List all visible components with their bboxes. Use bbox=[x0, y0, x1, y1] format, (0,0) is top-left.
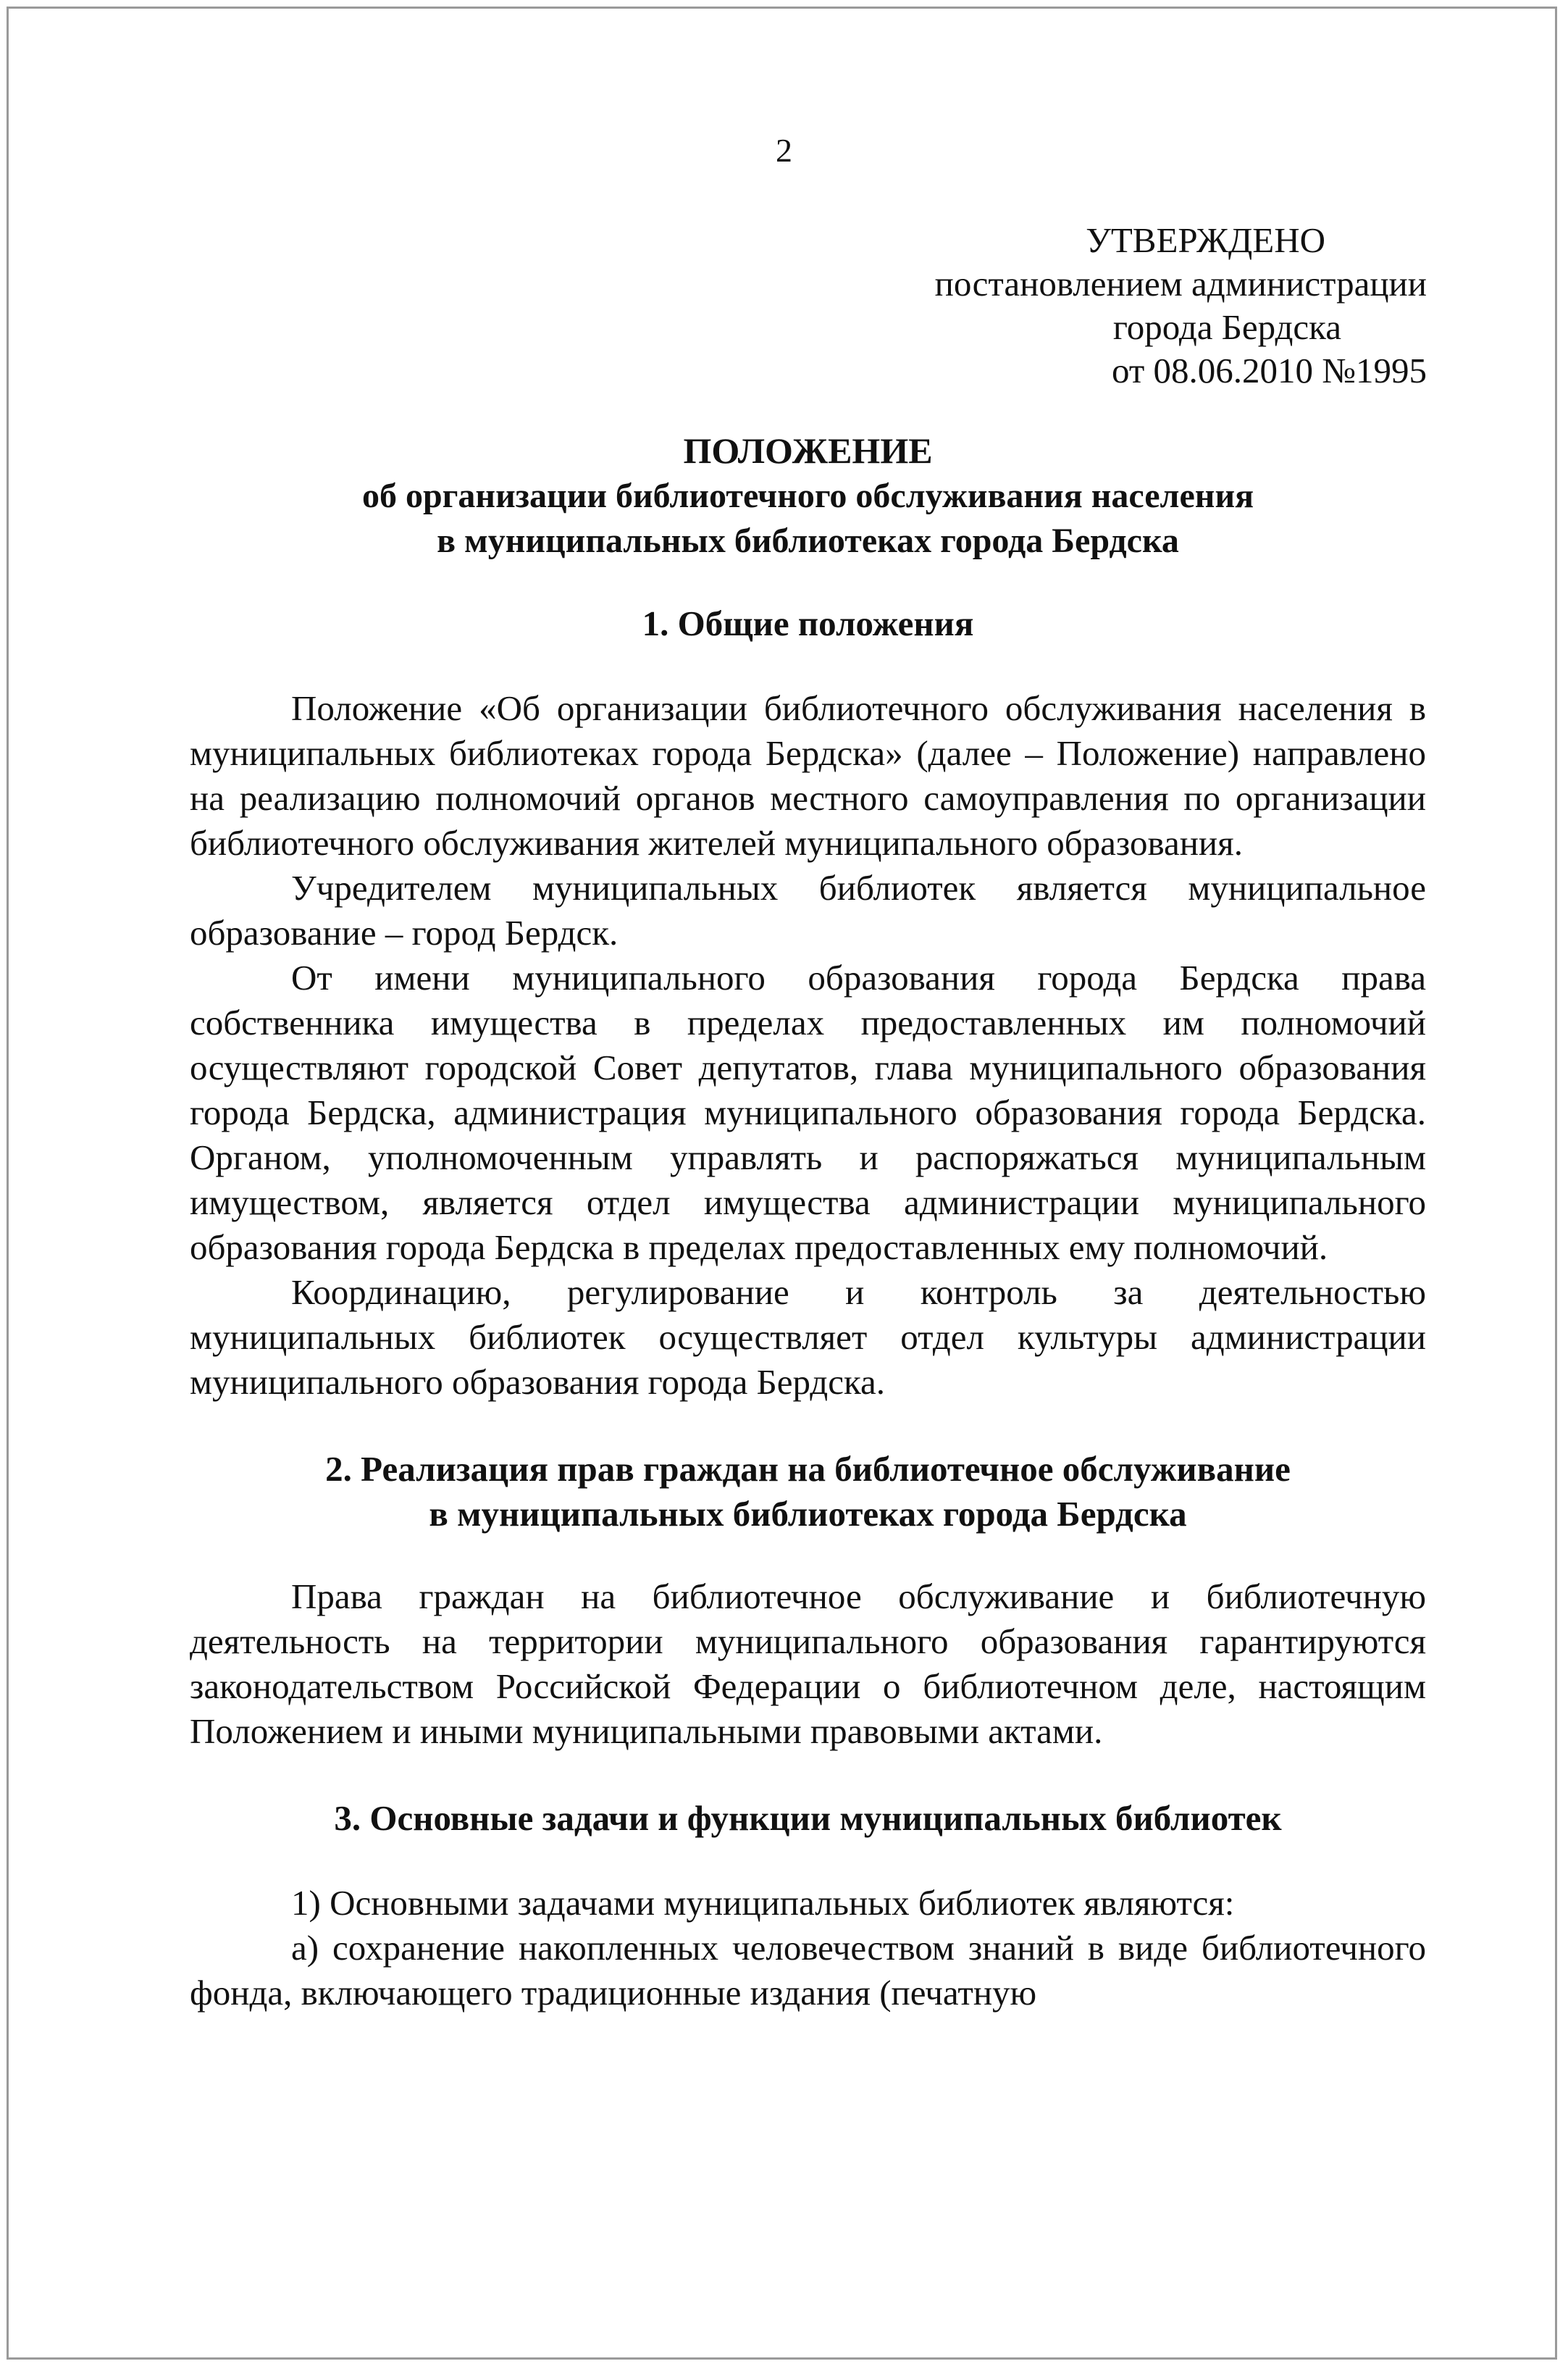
document-title: ПОЛОЖЕНИЕ bbox=[683, 430, 933, 471]
paragraph: 1) Основными задачами муниципальных библиотек являются: bbox=[291, 1883, 1235, 1923]
section-heading: в муниципальных библиотеках города Бердска bbox=[429, 1494, 1187, 1534]
paragraph: Учредителем муниципальных библиотек является муниципальное образование – город Бердск. bbox=[190, 868, 1426, 953]
page-number: 2 bbox=[776, 132, 792, 169]
approval-line: УТВЕРЖДЕНО bbox=[1086, 220, 1325, 260]
approval-line: города Бердска bbox=[1112, 307, 1341, 347]
approval-line: постановлением администрации bbox=[934, 264, 1427, 304]
document-body bbox=[190, 427, 1426, 2015]
document-subtitle-line: в муниципальных библиотеках города Бердска bbox=[437, 522, 1179, 560]
paragraph: Положение «Об организации библиотечного обслуживания населения в муниципальных библиотеках города Бердска» (далее – Положение) направлено на реализацию полномочий органов местного самоуправления по организации библиотечного обслуживания жителей муниципального образования. bbox=[190, 688, 1426, 863]
section-heading: 3. Основные задачи и функции муниципальных библиотек bbox=[334, 1798, 1282, 1838]
paragraph: Права граждан на библиотечное обслуживание и библиотечную деятельность на территории муниципального образования гарантируются законодательством Российской Федерации о библиотечном деле, настоящим Положением и иными муниципальными правовыми актами. bbox=[190, 1576, 1426, 1751]
paragraph: От имени муниципального образования города Бердска права собственника имущества в пределах предоставленных им полномочий осуществляют городской Совет депутатов, глава муниципального образования города Бердска, администрация муниципального образования города Бердска. Органом, уполномоченным управлять и распоряжаться муниципальным имуществом, является отдел имущества администрации муниципального образования города Бердска в пределах предоставленных ему полномочий. bbox=[190, 958, 1426, 1267]
section-heading: 2. Реализация прав граждан на библиотечное обслуживание bbox=[325, 1449, 1291, 1489]
approval-stamp bbox=[630, 219, 1427, 393]
approval-date-number: от 08.06.2010 №1995 bbox=[1111, 351, 1427, 390]
paragraph: Координацию, регулирование и контроль за деятельностью муниципальных библиотек осуществляет отдел культуры администрации муниципального образования города Бердска. bbox=[190, 1272, 1426, 1402]
section-heading: 1. Общие положения bbox=[642, 603, 974, 643]
paragraph: а) сохранение накопленных человечеством знаний в виде библиотечного фонда, включающего традиционные издания (печатную bbox=[190, 1928, 1426, 2013]
document-subtitle-line: об организации библиотечного обслуживания населения bbox=[361, 477, 1254, 515]
